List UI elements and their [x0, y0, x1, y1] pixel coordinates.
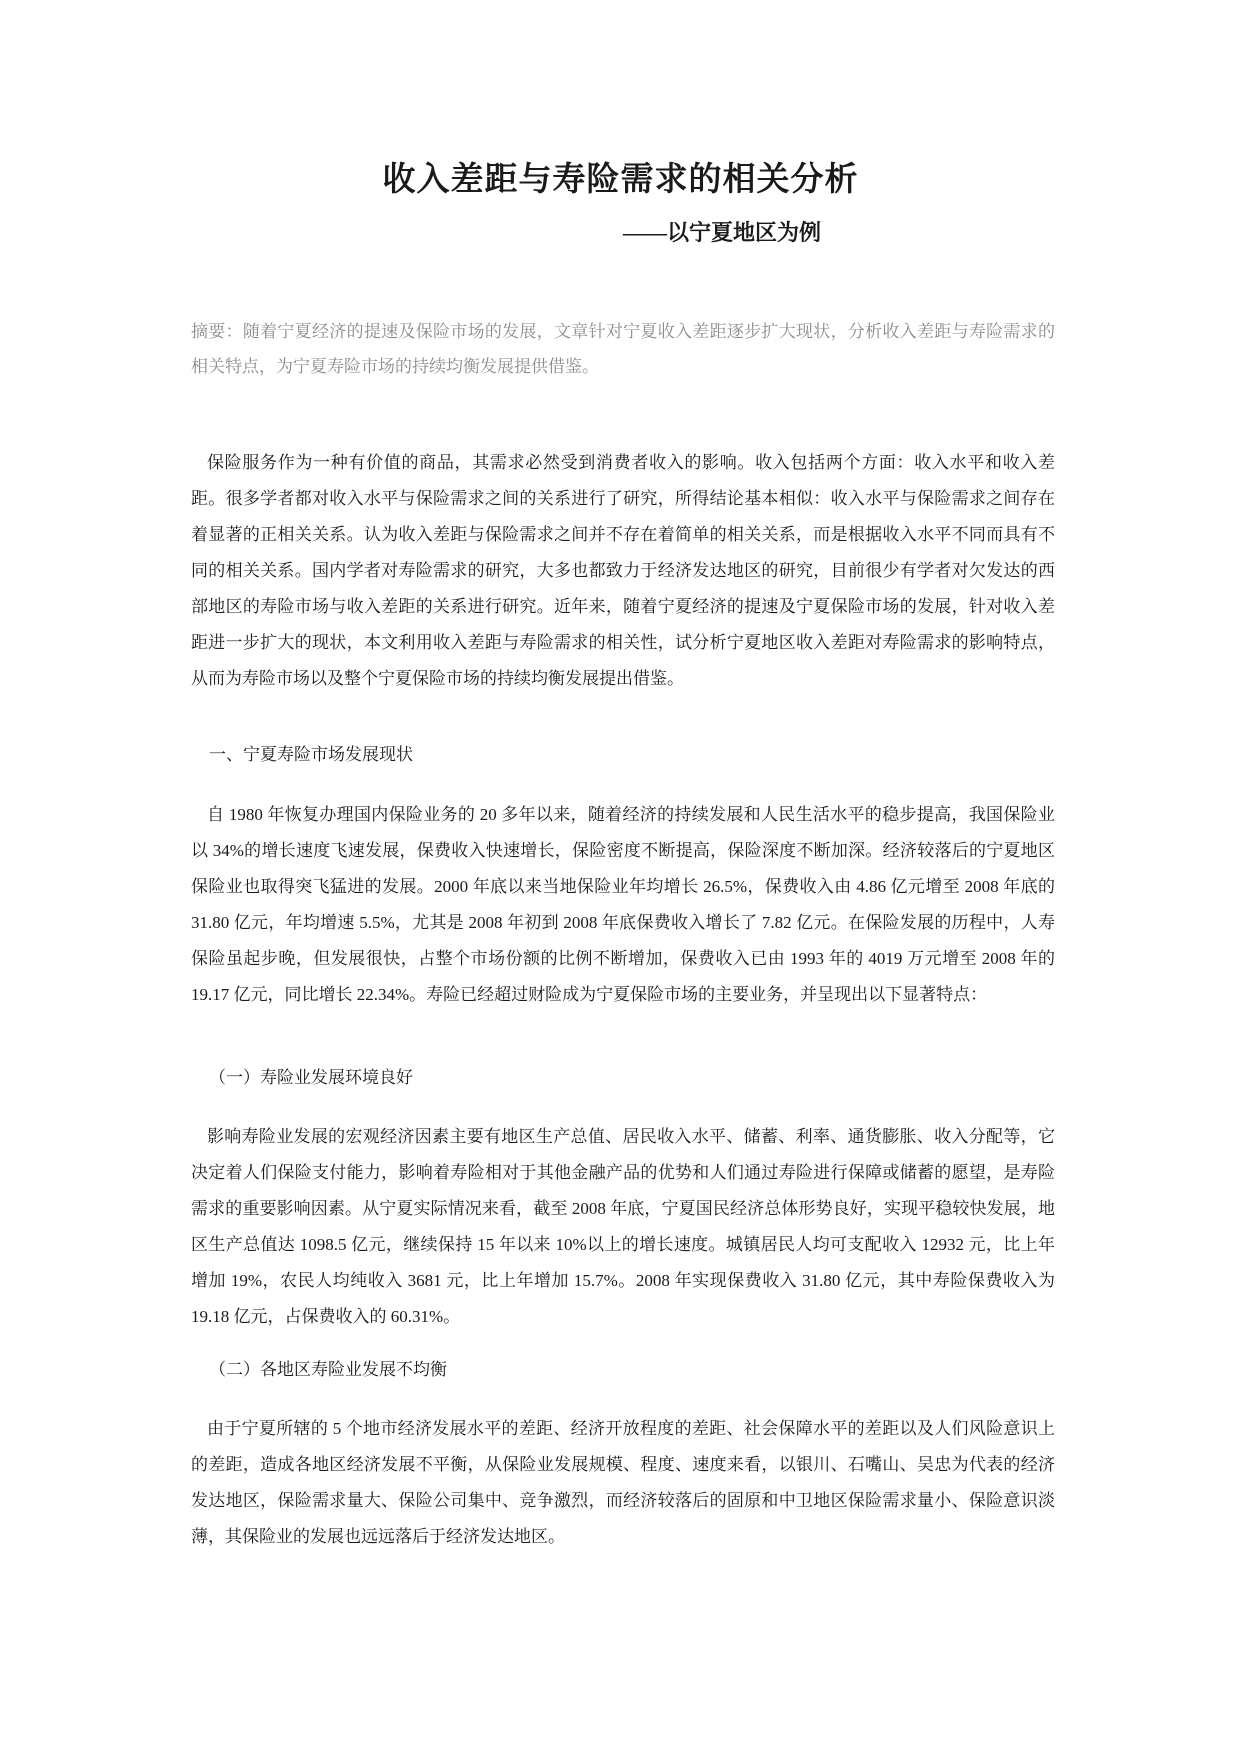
- subsection-1-paragraph: 影响寿险业发展的宏观经济因素主要有地区生产总值、居民收入水平、储蓄、利率、通货膨胀、收入分配等，它决定着人们保险支付能力，影响着寿险相对于其他金融产品的优势和人们通过寿险进行保障或储蓄的愿望，是寿险需求的重要影响因素。从宁夏实际情况来看，截至 2008 年底，宁夏国民经济总体形势良好，实现平稳较快发展，地区生产总值达 1098.5 亿元，继续保持 15 年以来 10%以上的增长速度。城镇居民人均可支配收入 12932 元，比上年增加 19%，农民人均纯收入 3681 元，比上年增加 15.7%。2008 年实现保费收入 31.80 亿元，其中寿险保费收入为 19.18 亿元，占保费收入的 60.31%。: [191, 1127, 1055, 1326]
- intro-paragraph: 保险服务作为一种有价值的商品，其需求必然受到消费者收入的影响。收入包括两个方面：收入水平和收入差距。很多学者都对收入水平与保险需求之间的关系进行了研究，所得结论基本相似：收入水平与保险需求之间存在着显著的正相关关系。认为收入差距与保险需求之间并不存在着简单的相关关系，而是根据收入水平不同而具有不同的相关关系。国内学者对寿险需求的研究，大多也都致力于经济发达地区的研究，目前很少有学者对欠发达的西部地区的寿险市场与收入差距的关系进行研究。近年来，随着宁夏经济的提速及宁夏保险市场的发展，针对收入差距进一步扩大的现状，本文利用收入差距与寿险需求的相关性，试分析宁夏地区收入差距对寿险需求的影响特点，从而为寿险市场以及整个宁夏保险市场的持续均衡发展提出借鉴。: [191, 453, 1055, 688]
- document-subtitle: ——以宁夏地区为例: [623, 220, 822, 245]
- subsection-heading-1: （一）寿险业发展环境良好: [209, 1068, 413, 1087]
- abstract: 摘要：随着宁夏经济的提速及保险市场的发展，文章针对宁夏收入差距逐步扩大现状，分析收入差距与寿险需求的相关特点，为宁夏寿险市场的持续均衡发展提供借鉴。: [191, 322, 1055, 376]
- subsection-heading-2: （二）各地区寿险业发展不均衡: [209, 1360, 447, 1379]
- document-title: 收入差距与寿险需求的相关分析: [382, 162, 859, 198]
- subsection-2-paragraph: 由于宁夏所辖的 5 个地市经济发展水平的差距、经济开放程度的差距、社会保障水平的差距以及人们风险意识上的差距，造成各地区经济发展不平衡，从保险业发展规模、程度、速度来看，以银川、石嘴山、吴忠为代表的经济发达地区，保险需求量大、保险公司集中、竞争激烈，而经济较落后的固原和中卫地区保险需求量小、保险意识淡薄，其保险业的发展也远远落后于经济发达地区。: [191, 1419, 1055, 1546]
- section-heading-1: 一、宁夏寿险市场发展现状: [209, 745, 413, 764]
- section-1-paragraph: 自 1980 年恢复办理国内保险业务的 20 多年以来，随着经济的持续发展和人民生活水平的稳步提高，我国保险业以 34%的增长速度飞速发展，保费收入快速增长，保险密度不断提高，保险深度不断加深。经济较落后的宁夏地区保险业也取得突飞猛进的发展。2000 年底以来当地保险业年均增长 26.5%，保费收入由 4.86 亿元增至 2008 年底的 31.80 亿元，年均增速 5.5%，尤其是 2008 年初到 2008 年底保费收入增长了 7.82 亿元。在保险发展的历程中，人寿保险虽起步晚，但发展很快，占整个市场份额的比例不断增加，保费收入已由 1993 年的 4019 万元增至 2008 年的 19.17 亿元，同比增长 22.34%。寿险已经超过财险成为宁夏保险市场的主要业务，并呈现出以下显著特点：: [191, 805, 1055, 1004]
